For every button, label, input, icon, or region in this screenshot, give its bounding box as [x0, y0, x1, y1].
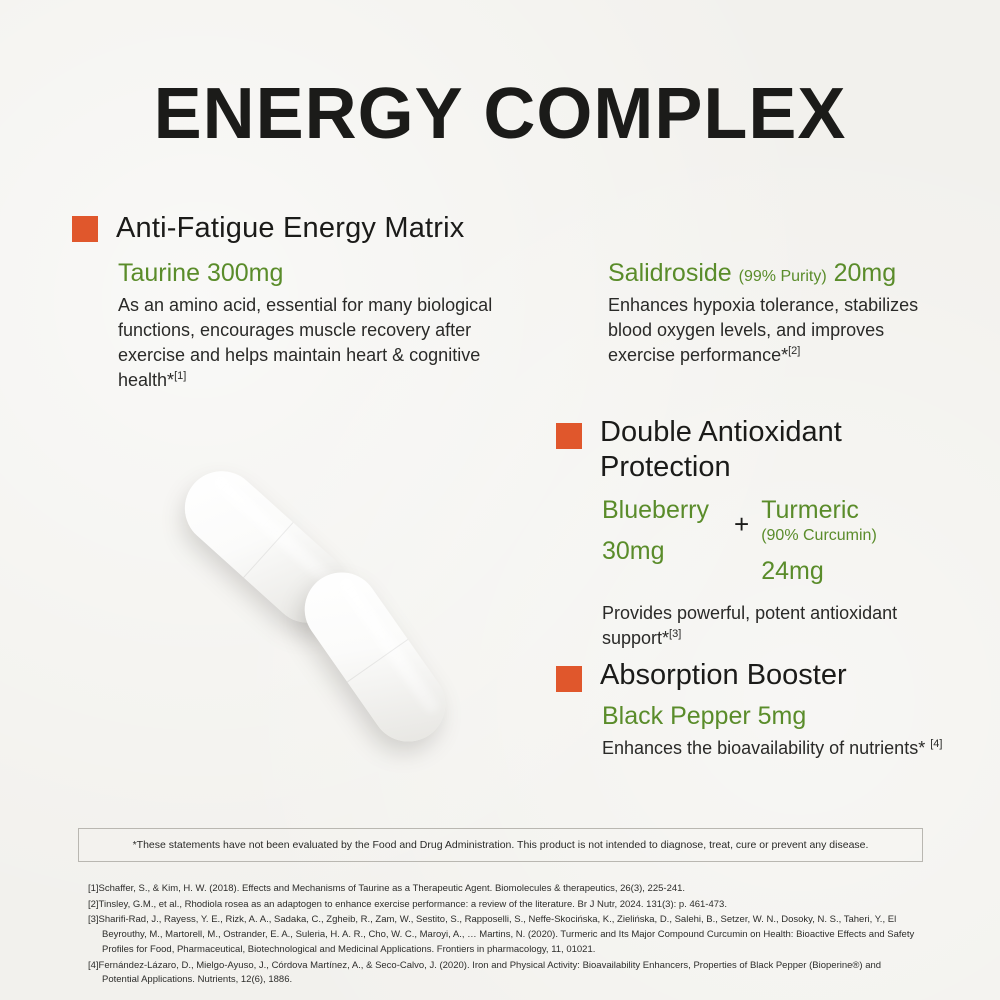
ingredient-description-text: Provides powerful, potent antioxidant support*: [602, 603, 898, 648]
section-antioxidant: [556, 415, 956, 651]
ingredient-description-text: Enhances the bioavailability of nutrients*: [602, 738, 926, 759]
capsules-image: [150, 470, 480, 780]
reference-item: [3]Sharifi-Rad, J., Rayess, Y. E., Rizk, A. A., Sadaka, C., Zgheib, R., Zam, W., Sestito, S., Rapposelli, S., Neffe-Skocińska, K., Zielińska, D., Salehi, B., Setzer, W. N., Dosoky, N. S., Taheri, Y., El Beyrouthy, M., Martorell, M., Ostrander, E. A., Suleria, H. A. R., Cho, W. C., Maroyi, A., … Martins, N. (2020). Turmeric and Its Major Compound Curcumin on Health: Bioactive Effects and Safety Profiles for Food, Pharmaceutical, Biotechnological and Medicinal Applications. Frontiers in pharmacology, 11, 01021.: [88, 914, 915, 955]
section-absorption: [556, 658, 966, 761]
ingredient-name: Black Pepper 5mg: [602, 701, 807, 730]
ingredient-description: [608, 293, 953, 367]
section-heading-energy-matrix: [72, 212, 465, 245]
section-body: [602, 701, 966, 761]
ingredient-description-text: As an amino acid, essential for many biological functions, encourages muscle recovery after exercise and helps maintain heart & cognitive health*: [118, 295, 493, 390]
section-heading-label: Double Antioxidant Protection: [600, 416, 842, 483]
plus-symbol: +: [734, 508, 750, 539]
reference-marker: [3]: [669, 627, 682, 640]
ingredient-description: [602, 601, 956, 651]
reference-marker: [2]: [788, 344, 801, 357]
reference-item: [2]Tinsley, G.M., et al., Rhodiola rosea as an adaptogen to enhance exercise performance: a review of the literature. Br J Nutr, 2024. 131(3): p. 461-473.: [88, 898, 727, 910]
section-heading-antioxidant: [556, 415, 956, 485]
ingredient-turmeric: [761, 495, 931, 588]
dual-ingredients: [602, 495, 956, 588]
ingredient-description: [602, 736, 966, 761]
ingredient-amount: 30mg: [602, 536, 665, 565]
ingredient-name: Blueberry: [602, 495, 709, 524]
ingredient-salidroside: [608, 258, 953, 368]
section-body: [602, 495, 956, 651]
square-bullet-icon: [556, 423, 582, 449]
capsule-shape: [290, 558, 460, 756]
reference-marker: [1]: [174, 369, 187, 382]
reference-item: [1]Schaffer, S., & Kim, H. W. (2018). Effects and Mechanisms of Taurine as a Therapeutic Agent. Biomolecules & therapeutics, 26(3), 225-241.: [88, 883, 686, 894]
ingredient-description: [118, 293, 538, 392]
section-heading-label: Absorption Booster: [600, 659, 847, 691]
ingredient-name: [608, 258, 953, 289]
ingredient-purity: (90% Curcumin): [761, 526, 877, 544]
square-bullet-icon: [72, 216, 98, 242]
references-list: [88, 882, 918, 989]
ingredient-name-text: Salidroside: [608, 259, 732, 287]
ingredient-blueberry: [602, 495, 722, 568]
section-heading-absorption: [556, 658, 966, 693]
page-title: ENERGY COMPLEX: [153, 74, 847, 154]
ingredient-purity: (99% Purity): [738, 268, 827, 285]
square-bullet-icon: [556, 666, 582, 692]
ingredient-name: Turmeric: [761, 495, 859, 524]
capsule-highlight: [336, 575, 440, 716]
fda-disclaimer: *These statements have not been evaluated by the Food and Drug Administration. This product is not intended to diagnose, treat, cure or prevent any disease.: [78, 828, 923, 862]
ingredient-description-text: Enhances hypoxia tolerance, stabilizes blood oxygen levels, and improves exercise performance*: [608, 295, 919, 365]
ingredient-name: Taurine 300mg: [118, 259, 284, 287]
capsule-highlight: [211, 473, 341, 592]
ingredient-taurine: [118, 258, 538, 393]
section-heading-label: Anti-Fatigue Energy Matrix: [116, 212, 465, 244]
ingredient-amount: 24mg: [761, 556, 824, 585]
ingredient-amount: 20mg: [833, 259, 897, 287]
reference-item: [4]Fernández-Lázaro, D., Mielgo-Ayuso, J., Córdova Martínez, A., & Seco-Calvo, J. (2020). Iron and Physical Activity: Bioavailability Enhancers, Properties of Black Pepper (Bioperine®) and Potential Applications. Nutrients, 12(6), 1886.: [88, 959, 882, 986]
reference-marker: [4]: [930, 738, 943, 751]
